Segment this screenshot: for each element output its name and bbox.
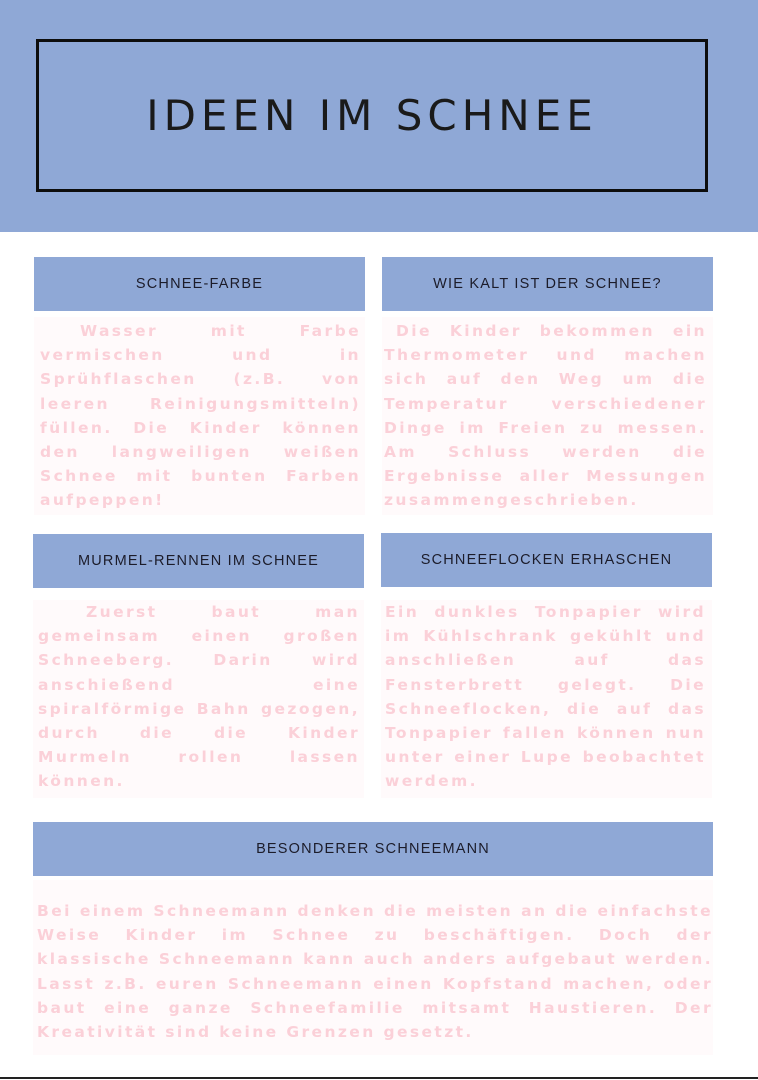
card-heading-wie-kalt: WIE KALT IST DER SCHNEE? <box>382 257 713 311</box>
card-text-wie-kalt: Die Kinder bekommen ein Thermometer und machen sich auf den Weg um die Temperatur verschiedener Dinge im Freien zu messen. Am Schluss werden die Ergebnisse aller Messungen zusammengeschrieben. <box>382 317 713 515</box>
card-heading-besonderer-schneemann: BESONDERER SCHNEEMANN <box>33 822 713 876</box>
bottom-divider <box>0 1077 758 1079</box>
card-text-besonderer-schneemann: Bei einem Schneemann denken die meisten an die einfachste Weise Kinder im Schnee zu beschäftigen. Doch der klassische Schneemann kann auch anders aufgebaut werden. Lasst z.B. euren Schneemann einen Kopfstand machen, oder baut eine ganze Schneefamilie mitsamt Haustieren. Der Kreativität sind keine Grenzen gesetzt. <box>33 880 713 1055</box>
card-text-schneeflocken: Ein dunkles Tonpapier wird im Kühlschrank gekühlt und anschließen auf das Fensterbrett gelegt. Die Schneeflocken, die auf das Tonpapier fallen können nun unter einer Lupe beobachtet werdem. <box>381 600 712 798</box>
card-heading-schneeflocken: SCHNEEFLOCKEN ERHASCHEN <box>381 533 712 587</box>
card-text-schnee-farbe: Wasser mit Farbe vermischen und in Sprühflaschen (z.B. von leeren Reinigungsmitteln) füllen. Die Kinder können den langweiligen weißen Schnee mit bunten Farben aufpeppen! <box>34 317 365 515</box>
card-heading-schnee-farbe: SCHNEE-FARBE <box>34 257 365 311</box>
page-title: IDEEN IM SCHNEE <box>146 91 598 140</box>
card-text-murmel-rennen: Zuerst baut man gemeinsam einen großen Schneeberg. Darin wird anschießend eine spiralförmige Bahn gezogen, durch die die Kinder Murmeln rollen lassen können. <box>33 600 364 798</box>
title-frame <box>36 39 708 192</box>
card-heading-murmel-rennen: MURMEL-RENNEN IM SCHNEE <box>33 534 364 588</box>
header-banner <box>0 0 758 232</box>
